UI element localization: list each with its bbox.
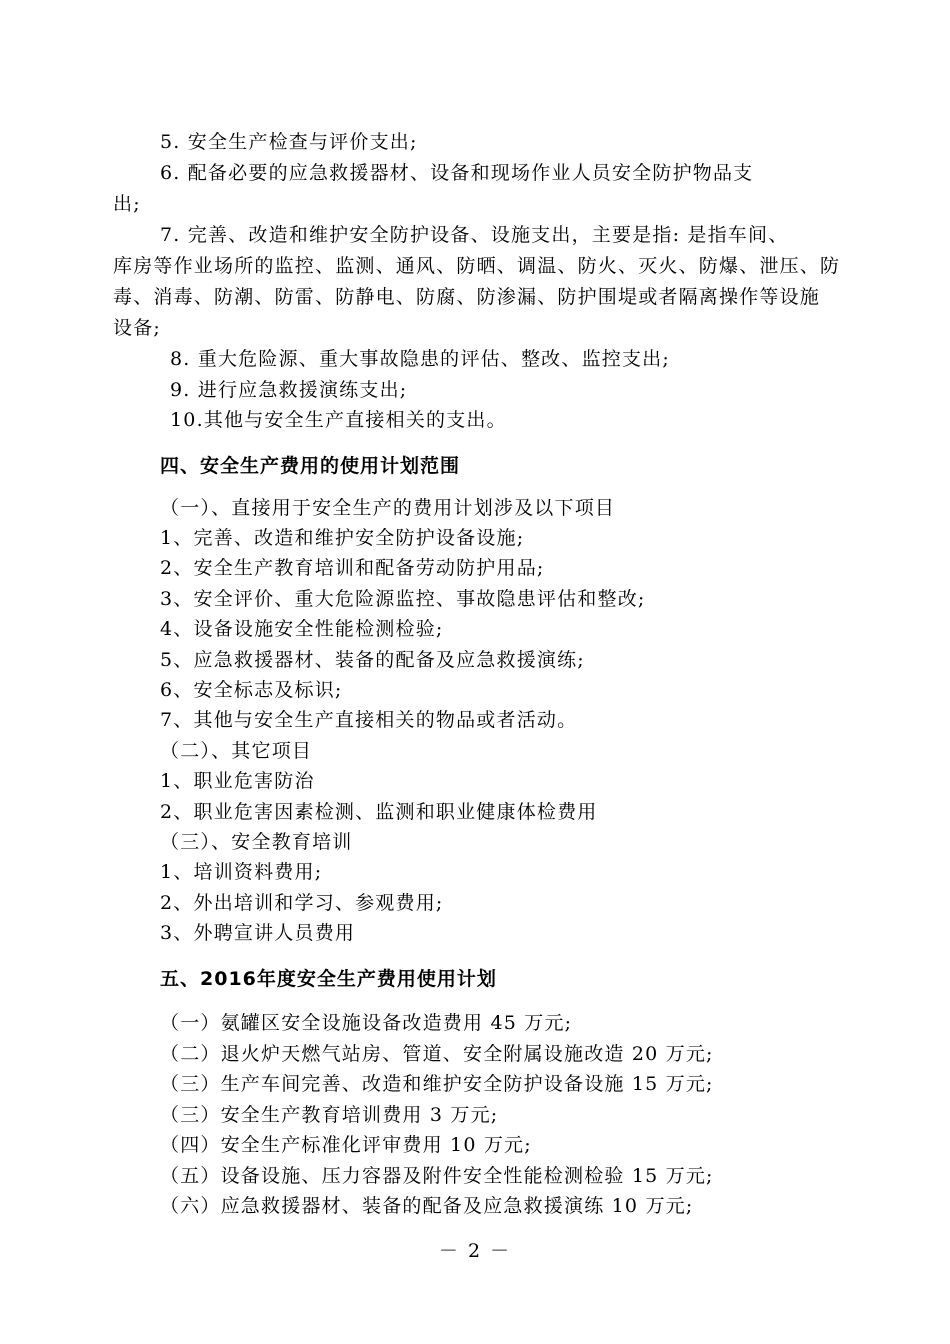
list-item-continuation: 设备; [113, 317, 162, 339]
list-item: 8. 重大危险源、重大事故隐患的评估、整改、监控支出; [170, 348, 670, 370]
list-item: 6、安全标志及标识; [160, 679, 343, 701]
budget-item: （三）安全生产教育培训费用 3 万元; [160, 1104, 499, 1126]
list-item: 5. 安全生产检查与评价支出; [160, 131, 418, 153]
list-item: 3、外聘宣讲人员费用 [160, 922, 356, 944]
budget-item: （五）设备设施、压力容器及附件安全性能检测检验 15 万元; [160, 1165, 714, 1187]
list-item: 3、安全评价、重大危险源监控、事故隐患评估和整改; [160, 588, 646, 610]
subsection-heading: （三）、安全教育培训 [160, 831, 353, 853]
section-heading: 四、安全生产费用的使用计划范围 [160, 455, 461, 477]
page-number: － 2 － [438, 1240, 512, 1262]
list-item: 2、安全生产教育培训和配备劳动防护用品; [160, 557, 545, 579]
list-item: 7、其他与安全生产直接相关的物品或者活动。 [160, 709, 578, 731]
list-item: 6. 配备必要的应急救援器材、设备和现场作业人员安全防护物品支 [160, 162, 754, 184]
list-item: 1、职业危害防治 [160, 770, 315, 792]
section-heading: 五、2016年度安全生产费用使用计划 [160, 968, 497, 990]
budget-item: （六）应急救援器材、装备的配备及应急救援演练 10 万元; [160, 1195, 694, 1217]
list-item: 7. 完善、改造和维护安全防护设备、设施支出，主要是指: 是指车间、 [160, 224, 789, 246]
budget-item: （一）氨罐区安全设施设备改造费用 45 万元; [160, 1012, 573, 1034]
budget-item: （二）退火炉天燃气站房、管道、安全附属设施改造 20 万元; [160, 1043, 714, 1065]
list-item: 4、设备设施安全性能检测检验; [160, 618, 444, 640]
subsection-heading: （一）、直接用于安全生产的费用计划涉及以下项目 [160, 497, 616, 519]
list-item-continuation: 库房等作业场所的监控、监测、通风、防晒、调温、防火、灭火、防爆、泄压、防 [113, 255, 841, 277]
list-item: 5、应急救援器材、装备的配备及应急救援演练; [160, 649, 585, 671]
budget-item: （四）安全生产标准化评审费用 10 万元; [160, 1134, 532, 1156]
list-item: 10.其他与安全生产直接相关的支出。 [170, 409, 507, 431]
list-item: 2、职业危害因素检测、监测和职业健康体检费用 [160, 801, 598, 823]
budget-item: （三）生产车间完善、改造和维护安全防护设备设施 15 万元; [160, 1073, 714, 1095]
list-item: 2、外出培训和学习、参观费用; [160, 892, 444, 914]
list-item-continuation: 出; [113, 193, 141, 215]
list-item: 9. 进行应急救援演练支出; [170, 379, 408, 401]
list-item-continuation: 毒、消毒、防潮、防雷、防静电、防腐、防渗漏、防护围堤或者隔离操作等设施 [113, 286, 821, 308]
list-item: 1、培训资料费用; [160, 861, 323, 883]
subsection-heading: （二）、其它项目 [160, 740, 313, 762]
list-item: 1、完善、改造和维护安全防护设备设施; [160, 527, 525, 549]
